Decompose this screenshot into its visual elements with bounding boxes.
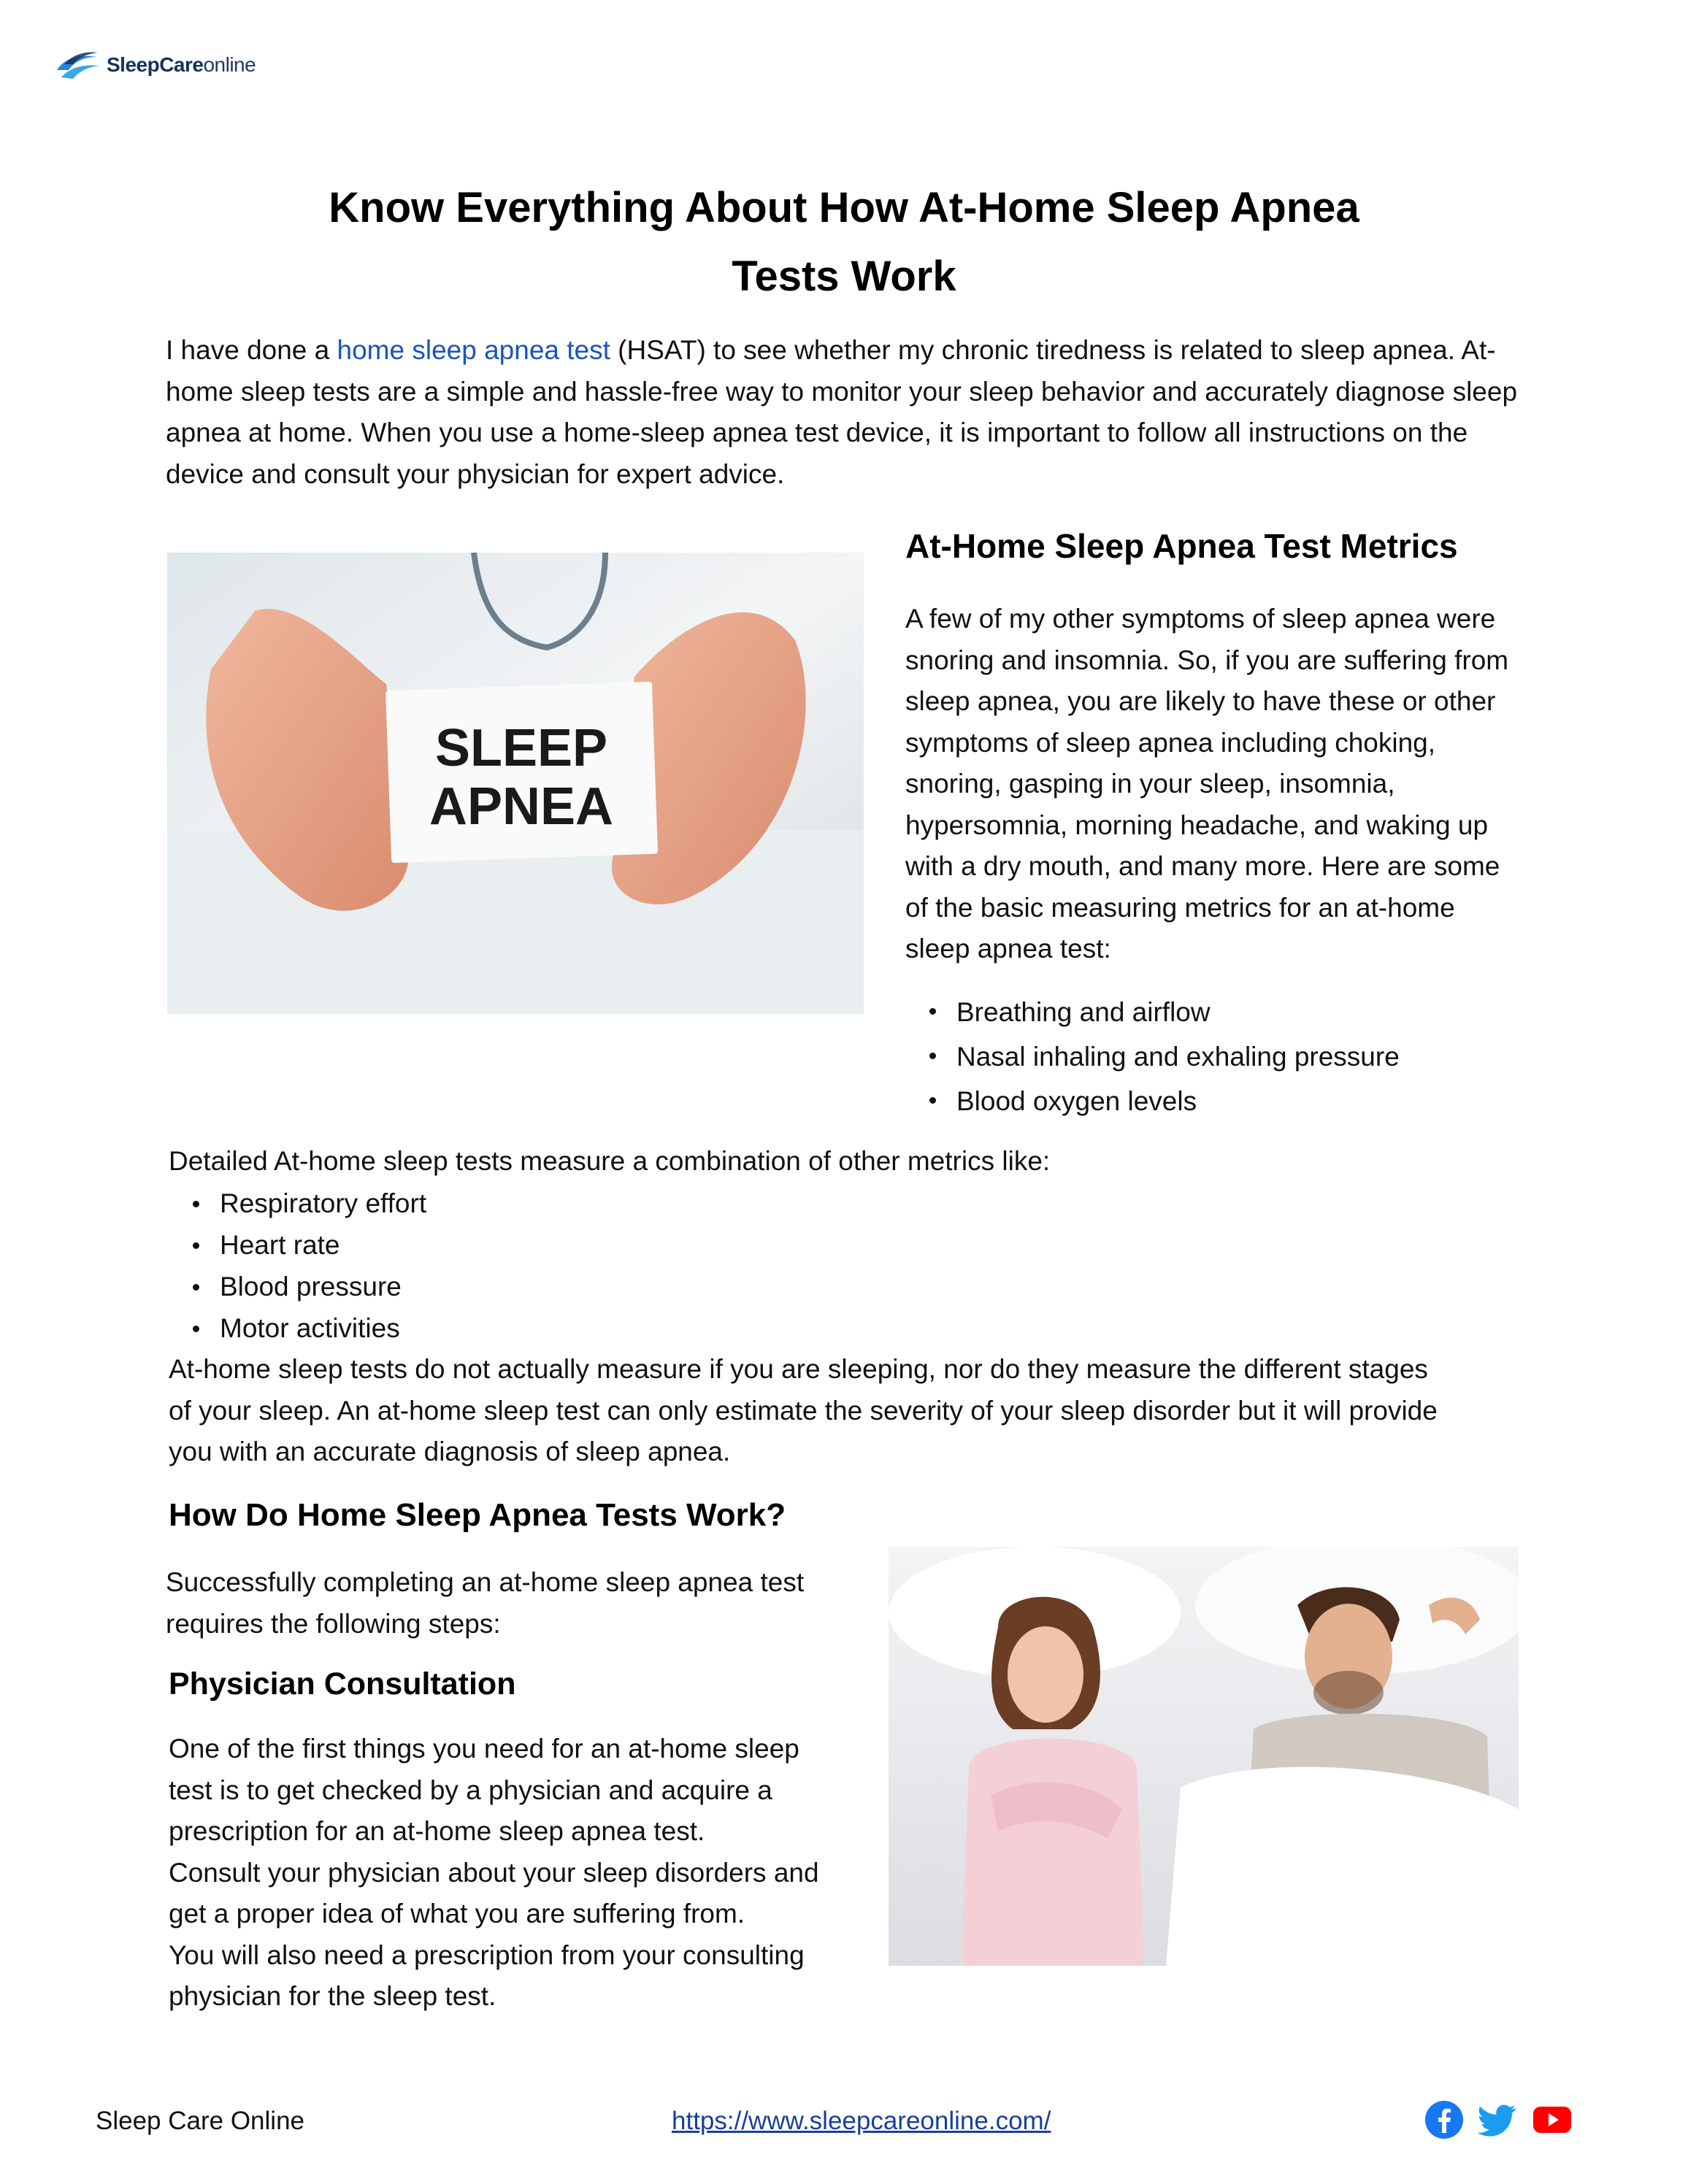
consult-text	[169, 1729, 848, 2018]
consult-p2: Consult your physician about your sleep disorders and get a proper idea of what you are suffering from.	[169, 1857, 819, 1929]
metrics-paragraph: A few of my other symptoms of sleep apnea were snoring and insomnia. So, if you are suffering from sleep apnea, you are likely to have these or other symptoms of sleep apnea including choking, snoring, gasping in your sleep, insomnia, hypersomnia, morning headache, and waking up with a dry mouth, and many more. Here are some of the basic measuring metrics for an at-home sleep apnea test:	[905, 604, 1509, 964]
title-line-2: Tests Work	[732, 253, 956, 300]
twitter-icon[interactable]	[1478, 2099, 1519, 2140]
card-text-apnea: APNEA	[429, 777, 614, 836]
detailed-closing: At-home sleep tests do not actually measure if you are sleeping, nor do they measure the different stages of your sleep. An at-home sleep test can only estimate the severity of your sleep disorder but it will provide you with an accurate diagnosis of sleep apnea.	[169, 1354, 1438, 1466]
metrics-list	[905, 990, 1526, 1123]
list-item: Respiratory effort	[169, 1183, 1541, 1224]
card-text-sleep: SLEEP	[434, 719, 608, 777]
how-intro: Successfully completing an at-home sleep apnea test requires the following steps:	[166, 1567, 805, 1639]
list-item: Breathing and airflow	[905, 990, 1526, 1034]
list-item: Blood pressure	[169, 1266, 1541, 1307]
detailed-lead: Detailed At-home sleep tests measure a combination of other metrics like:	[169, 1146, 1051, 1176]
how-section	[169, 1495, 1045, 1536]
list-item: Heart rate	[169, 1224, 1541, 1266]
facebook-icon[interactable]	[1424, 2099, 1465, 2140]
detailed-list	[169, 1183, 1541, 1349]
social-links	[1424, 2099, 1573, 2140]
metrics-heading: At-Home Sleep Apnea Test Metrics	[905, 527, 1458, 565]
list-item: Motor activities	[169, 1307, 1541, 1349]
logo-text: SleepCareonline	[107, 53, 256, 76]
footer-url-link[interactable]: https://www.sleepcareonline.com/	[672, 2107, 1051, 2135]
page-title	[0, 174, 1688, 311]
how-heading: How Do Home Sleep Apnea Tests Work?	[169, 1497, 786, 1533]
list-item: Nasal inhaling and exhaling pressure	[905, 1034, 1526, 1079]
site-logo[interactable]	[54, 47, 256, 83]
list-item: Blood oxygen levels	[905, 1079, 1526, 1123]
consult-heading: Physician Consultation	[169, 1666, 516, 1702]
consult-p1: One of the first things you need for an at-home sleep test is to get checked by a physician and acquire a prescription for an at-home sleep apnea test.	[169, 1734, 799, 1846]
consult-p3: You will also need a prescription from your consulting physician for the sleep test.	[169, 1939, 805, 2011]
title-line-1: Know Everything About How At-Home Sleep Apnea	[329, 184, 1359, 231]
metrics-section	[905, 526, 1526, 566]
logo-wave-icon	[54, 48, 102, 82]
consult-section	[169, 1664, 848, 1704]
sleep-apnea-card-photo	[167, 553, 864, 1014]
intro-paragraph: I have done a home sleep apnea test (HSAT) to see whether my chronic tiredness is related to sleep apnea. At-home sleep tests are a simple and hassle-free way to monitor your sleep behavior and accurately diagnose sleep apnea at home. When you use a home-sleep apnea test device, it is important to follow all instructions on the device and consult your physician for expert advice.	[166, 335, 1518, 489]
couple-in-bed-photo	[889, 1547, 1519, 1966]
footer-site-name: Sleep Care Online	[96, 2107, 304, 2135]
youtube-icon[interactable]	[1532, 2099, 1573, 2140]
hsat-link[interactable]: home sleep apnea test	[337, 335, 610, 365]
